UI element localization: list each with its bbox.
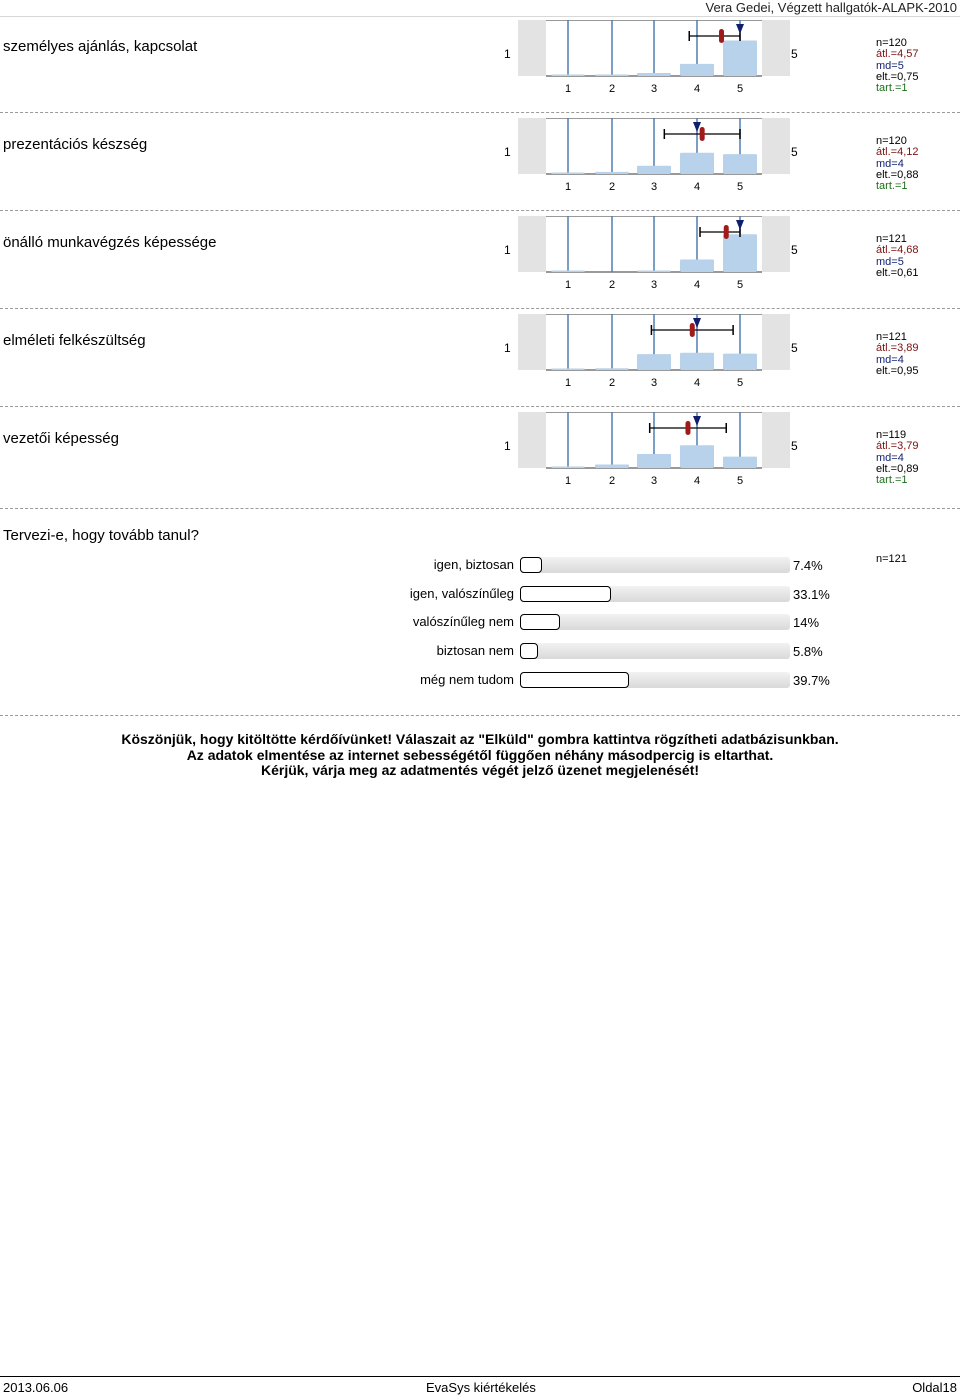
scale-min-label: 1 [504,145,511,159]
scale-tick-label: 5 [736,279,744,291]
mean-marker [719,29,724,43]
stats-block [876,234,919,279]
percent-bar [723,234,757,272]
stat-line: n=121 [876,331,907,343]
stat-line: elt.=0,95 [876,364,919,377]
scale-tick-label: 2 [608,279,616,291]
divider [0,112,960,113]
section-title: Tervezi-e, hogy tovább tanul? [3,527,199,544]
divider [0,308,960,309]
scale-tick-label: 1 [564,279,572,291]
percent-bar [595,172,629,174]
question-label: prezentációs készség [3,136,148,153]
report-title: Vera Gedei, Végzett hallgatók-ALAPK-2010 [705,0,957,15]
chart-side-panel [762,314,790,370]
plan-option-value: 5.8% [793,644,823,660]
scale-tick-label: 3 [650,475,658,487]
scale-tick-label: 1 [564,475,572,487]
divider [0,508,960,509]
chart-side-panel [762,118,790,174]
stat-line: elt.=0,75 [876,70,919,83]
stat-line: átl.=4,57 [876,48,919,61]
plan-option-row [0,670,960,692]
stats-block [876,332,919,377]
plan-option-label: igen, biztosan [433,557,514,572]
stat-line: md=5 [876,255,904,268]
scale-tick-label: 1 [564,181,572,193]
plan-option-row [0,584,960,606]
percent-bar [637,271,671,273]
scale-min-label: 1 [504,243,511,257]
scale-max-label: 5 [791,341,798,355]
plan-option-bar [520,557,542,573]
scale-tick-label: 1 [564,83,572,95]
percent-bar [723,40,757,76]
chart-side-panel [762,216,790,272]
distribution-chart [518,412,790,510]
thanks-line-3: Kérjük, várja meg az adatmentés végét jelző üzenet megjelenését! [260,762,700,778]
scale-tick-label: 4 [693,83,701,95]
thank-you-message [0,732,960,779]
plan-option-value: 39.7% [793,672,830,688]
footer [0,1380,960,1394]
median-marker [736,24,744,34]
scale-tick-label: 5 [736,181,744,193]
percent-bar [551,467,585,469]
stat-line: elt.=0,89 [876,462,919,475]
plan-n: n=121 [876,553,907,565]
stat-line: átl.=4,68 [876,244,919,257]
scale-max-label: 5 [791,145,798,159]
footer-app: EvaSys kiértékelés [426,1380,536,1395]
chart-side-panel [762,20,790,76]
plan-option-label: még nem tudom [420,671,514,687]
percent-bar [680,153,714,174]
percent-bar [637,166,671,174]
header-bar [0,0,960,17]
scale-tick-label: 3 [650,377,658,389]
percent-bar [595,465,629,468]
plan-option-label: valószínűleg nem [412,614,514,630]
stat-line: tart.=1 [876,474,908,487]
stat-line: tart.=1 [876,82,908,95]
divider [0,715,960,716]
percent-bar [723,457,757,468]
scale-tick-label: 2 [608,83,616,95]
plan-option-track [520,643,790,659]
scale-min-label: 1 [504,341,511,355]
footer-date: 2013.06.06 [3,1380,69,1395]
stats-block [876,136,919,192]
chart-side-panel [518,118,546,174]
stat-line: md=4 [876,451,904,464]
chart-side-panel [762,412,790,468]
question-row [0,216,960,314]
scale-max-label: 5 [791,439,798,453]
scale-tick-label: 2 [608,475,616,487]
scale-tick-label: 5 [736,377,744,389]
footer-page: Oldal18 [912,1380,957,1395]
thanks-line-2: Az adatok elmentése az internet sebességétől függően néhány másodpercig is eltarthat. [186,746,774,763]
percent-bar [637,354,671,370]
plan-option-bar [520,614,560,630]
mean-marker [690,323,695,337]
stats-block [876,38,919,94]
percent-bar [680,64,714,76]
mean-marker [724,225,729,239]
plan-option-bar [520,672,629,688]
stat-line: elt.=0,61 [876,266,919,279]
scale-tick-label: 5 [736,475,744,487]
stat-line: md=5 [876,59,904,72]
percent-bar [680,445,714,468]
question-row [0,20,960,118]
mean-marker [685,421,690,435]
plan-option-track [520,672,790,688]
distribution-chart [518,314,790,412]
plan-option-track [520,557,790,573]
divider [0,210,960,211]
question-row [0,314,960,412]
chart-side-panel [518,314,546,370]
plan-option-bar [520,586,611,602]
plan-option-row [0,612,960,634]
median-marker [736,220,744,230]
percent-bar [551,75,585,77]
question-row [0,118,960,216]
percent-bar [637,73,671,76]
scale-tick-label: 3 [650,83,658,95]
plan-option-row [0,641,960,663]
question-label: vezetői képesség [3,430,119,447]
percent-bar [723,354,757,370]
scale-tick-label: 5 [736,83,744,95]
percent-bar [723,154,757,174]
stat-line: átl.=3,89 [876,342,919,355]
stat-line: elt.=0,88 [876,168,919,181]
scale-tick-label: 3 [650,279,658,291]
stat-line: md=4 [876,353,904,366]
scale-tick-label: 1 [564,377,572,389]
stat-line: md=4 [876,157,904,170]
distribution-chart [518,216,790,314]
stat-line: átl.=3,79 [876,440,919,453]
scale-tick-label: 4 [693,181,701,193]
scale-min-label: 1 [504,439,511,453]
percent-bar [551,173,585,175]
scale-tick-label: 4 [693,279,701,291]
chart-side-panel [518,412,546,468]
thanks-line-1: Köszönjük, hogy kitöltötte kérdőívünket! Válaszait az "Elküld" gombra kattintva rögzítheti adatbázisunkban. [121,731,839,747]
percent-bar [680,353,714,370]
question-label: önálló munkavégzés képessége [3,234,217,251]
percent-bar [637,454,671,468]
scale-max-label: 5 [791,47,798,61]
scale-max-label: 5 [791,243,798,257]
stat-line: tart.=1 [876,180,908,193]
stat-line: n=119 [876,429,907,441]
percent-bar [551,369,585,371]
median-marker [693,416,701,426]
question-label: személyes ajánlás, kapcsolat [3,38,198,55]
stats-block [876,430,919,486]
plan-option-value: 14% [793,615,820,631]
distribution-chart [518,20,790,118]
plan-option-row [0,555,960,577]
stat-line: n=120 [876,135,907,147]
distribution-chart [518,118,790,216]
stat-line: átl.=4,12 [876,146,919,159]
plan-option-label: igen, valószínűleg [409,585,514,601]
plan-option-label: biztosan nem [436,643,514,659]
scale-tick-label: 4 [693,377,701,389]
question-row [0,412,960,510]
stat-line: n=120 [876,37,907,49]
scale-tick-label: 2 [608,181,616,193]
percent-bar [595,75,629,77]
percent-bar [595,368,629,370]
chart-side-panel [518,20,546,76]
plan-option-value: 7.4% [793,558,823,573]
scale-tick-label: 4 [693,475,701,487]
plan-option-track [520,614,790,630]
scale-tick-label: 3 [650,181,658,193]
stat-line: n=121 [876,233,907,245]
plan-option-value: 33.1% [793,586,830,602]
chart-side-panel [518,216,546,272]
mean-marker [700,127,705,141]
scale-tick-label: 2 [608,377,616,389]
question-label: elméleti felkészültség [3,332,146,349]
plan-option-bar [520,643,538,659]
footer-divider [0,1376,960,1377]
divider [0,406,960,407]
percent-bar [680,260,714,272]
percent-bar [551,271,585,273]
scale-min-label: 1 [504,47,511,61]
plan-option-track [520,586,790,602]
